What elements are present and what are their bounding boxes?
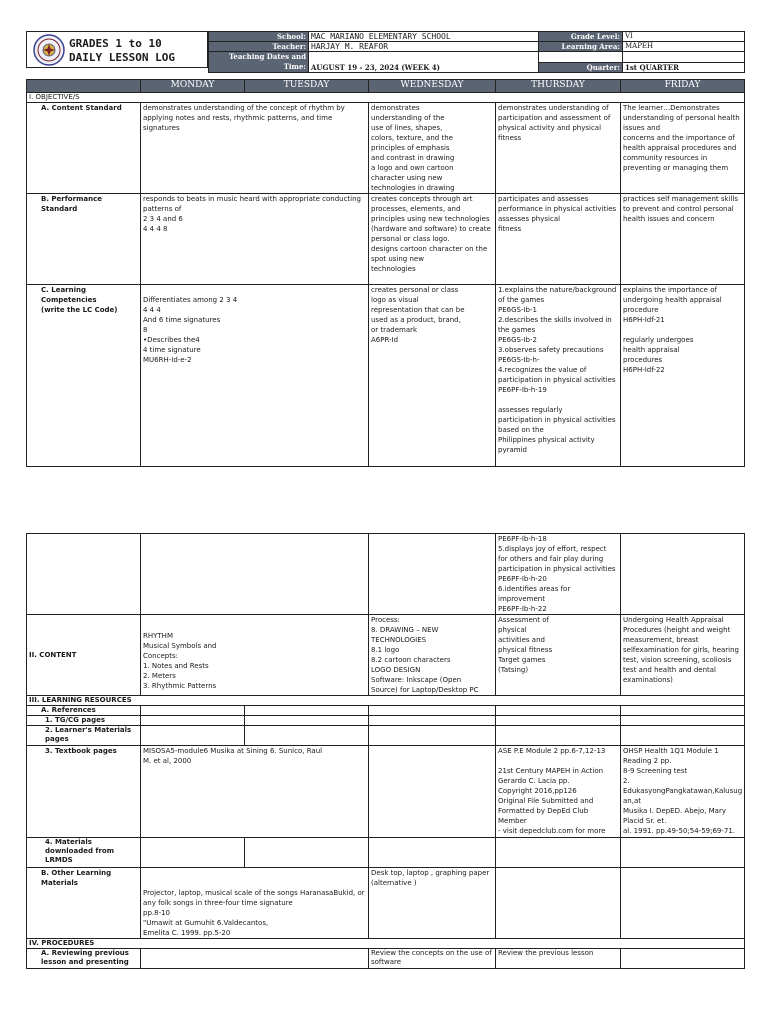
reviewing-thursday: Review the previous lesson <box>496 949 621 969</box>
quarter-label: Quarter: <box>539 62 623 73</box>
teacher-label: Teacher: <box>209 42 309 52</box>
grade-level-value: VI <box>623 32 745 42</box>
other-learning-materials-label: B. Other Learning Materials <box>27 868 141 939</box>
reviewing-previous-lesson-label: A. Reviewing previous lesson and presenting <box>27 949 141 969</box>
reviewing-friday <box>621 949 745 969</box>
other-learning-materials-monday: Projector, laptop, musical scale of the songs HaranasaBukid, or any folk songs in three-four time signature pp.8-10 "Umawit at Gumuhit 6.Valdecantos, Emelita C. 1999. pp.5-20 <box>141 868 369 939</box>
cont-wednesday <box>369 534 496 615</box>
references-tuesday <box>245 706 369 716</box>
cont-label <box>27 534 141 615</box>
content-standard-wednesday: demonstrates understanding of the use of lines, shapes, colors, texture, and the principles of emphasis and contrast in drawing a logo and own cartoon character using new technologies in drawing <box>369 103 496 194</box>
learning-area-value: MAPEH <box>623 42 745 52</box>
learners-materials-label: 2. Learner's Materials pages <box>27 726 141 746</box>
lm-monday <box>141 726 245 746</box>
textbook-pages-monday: MISOSA5-module6 Musika at Sining 6. Sunico, Raul M. et al, 2000 <box>141 746 369 838</box>
textbook-pages-wednesday <box>369 746 496 838</box>
lrmds-thursday <box>496 838 621 868</box>
school-label: School: <box>209 32 309 42</box>
textbook-pages-thursday: ASE P.E Module 2 pp.6-7,12-13 21st Century MAPEH in Action Gerardo C. Lacia pp. Copyright 2016,pp126 Original File Submitted and Formatted by DepEd Club Member - visit depedclub.com for more <box>496 746 621 838</box>
lrmds-materials-label: 4. Materials downloaded from LRMDS <box>27 838 141 868</box>
day-header-friday: FRIDAY <box>621 80 745 93</box>
content-monday: RHYTHM Musical Symbols and Concepts: 1. Notes and Rests 2. Meters 3. Rhythmic Patterns <box>141 615 369 696</box>
learning-competencies-wednesday: creates personal or class logo as visual representation that can be used as a product, brand, or trademark A6PR-Id <box>369 285 496 467</box>
lrmds-wednesday <box>369 838 496 868</box>
lrmds-monday <box>141 838 245 868</box>
references-thursday <box>496 706 621 716</box>
references-monday <box>141 706 245 716</box>
performance-standard-thursday: participates and assesses performance in physical activities assesses physical fitness <box>496 194 621 285</box>
content-thursday: Assessment of physical activities and physical fitness Target games (Tatsing) <box>496 615 621 696</box>
header-spacer <box>623 52 745 63</box>
school-value: MAC MARIANO ELEMENTARY SCHOOL <box>309 32 539 42</box>
reviewing-wednesday: Review the concepts on the use of software <box>369 949 496 969</box>
learning-competencies-label: C. Learning Competencies (write the LC Code) <box>27 285 141 467</box>
other-learning-materials-friday <box>621 868 745 939</box>
other-learning-materials-wednesday: Desk top, laptop , graphing paper (alternative ) <box>369 868 496 939</box>
day-header-blank <box>27 80 141 93</box>
title-block <box>26 31 208 68</box>
learning-competencies-monday: Differentiates among 2 3 4 4 4 4 And 6 time signatures 8 •Describes the4 4 time signature MU6RH-Id-e-2 <box>141 285 369 467</box>
textbook-pages-label: 3. Textbook pages <box>27 746 141 838</box>
content-label: II. CONTENT <box>27 615 141 696</box>
content-friday: Undergoing Health Appraisal Procedures (height and weight measurement, breast selfexamination for girls, hearing test, vision screening, scoliosis test and health and dental examinations) <box>621 615 745 696</box>
tg-thursday <box>496 716 621 726</box>
references-label: A. References <box>27 706 141 716</box>
day-header-wednesday: WEDNESDAY <box>369 80 496 93</box>
content-standard-monday: demonstrates understanding of the concept of rhythm by applying notes and rests, rhythmic patterns, and time signatures <box>141 103 369 194</box>
textbook-pages-friday: OHSP Health 1Q1 Module 1 Reading 2 pp. 8-9 Screening test 2. EdukasyongPangkatawan,Kalusug an,at Musika I. DepED. Abejo, Mary Placid Sr. et. al. 1991. pp.49-50;54-59;69-71. <box>621 746 745 838</box>
day-header-tuesday: TUESDAY <box>245 80 369 93</box>
doc-title-line2: DAILY LESSON LOG <box>69 51 175 64</box>
references-friday <box>621 706 745 716</box>
lesson-log-table-page2 <box>26 533 745 969</box>
teacher-value: HARJAY M. REAFOR <box>309 42 539 52</box>
performance-standard-friday: practices self management skills to prevent and control personal health issues and concern <box>621 194 745 285</box>
reviewing-monday <box>141 949 369 969</box>
lrmds-friday <box>621 838 745 868</box>
teaching-dates-value: AUGUST 19 - 23, 2024 (WEEK 4) <box>309 52 539 73</box>
deped-seal-icon <box>33 34 65 66</box>
teaching-dates-label-line2: Time: <box>283 62 306 71</box>
day-header-monday: MONDAY <box>141 80 245 93</box>
section-learning-resources: III. LEARNING RESOURCES <box>27 696 745 706</box>
lm-thursday <box>496 726 621 746</box>
content-standard-label: A. Content Standard <box>27 103 141 194</box>
performance-standard-label: B. Performance Standard <box>27 194 141 285</box>
section-procedures: IV. PROCEDURES <box>27 939 745 949</box>
other-learning-materials-thursday <box>496 868 621 939</box>
teaching-dates-label <box>209 52 309 73</box>
lm-tuesday <box>245 726 369 746</box>
section-objectives: I. OBJECTIVE/S <box>27 93 745 103</box>
lm-friday <box>621 726 745 746</box>
tg-wednesday <box>369 716 496 726</box>
cont-competencies-thursday: PE6PF-Ib-h-18 5.displays joy of effort, respect for others and fair play during participation in physical activities PE6PF-Ib-h-20 6.identifies areas for improvement PE6PF-Ib-h-22 <box>496 534 621 615</box>
learning-area-label: Learning Area: <box>539 42 623 52</box>
performance-standard-wednesday: creates concepts through art processes, elements, and principles using new technologies (hardware and software) to create personal or class logo. designs cartoon character on the spot using new technologies <box>369 194 496 285</box>
content-standard-friday: The learner…Demonstrates understanding of personal health issues and concerns and the importance of health appraisal procedures and community resources in preventing or managing them <box>621 103 745 194</box>
content-standard-thursday: demonstrates understanding of participation and assessment of physical activity and physical fitness <box>496 103 621 194</box>
tg-monday <box>141 716 245 726</box>
lm-wednesday <box>369 726 496 746</box>
header-spacer <box>539 52 623 63</box>
teaching-dates-label-line1: Teaching Dates and <box>228 52 306 61</box>
references-wednesday <box>369 706 496 716</box>
content-wednesday: Process: 8. DRAWING – NEW TECHNOLOGIES 8.1 logo 8.2 cartoon characters LOGO DESIGN Software: Inkscape (Open Source) for Laptop/Desktop PC <box>369 615 496 696</box>
day-header-thursday: THURSDAY <box>496 80 621 93</box>
learning-competencies-thursday: 1.explains the nature/background of the games PE6GS-Ib-1 2.describes the skills involved in the games PE6GS-Ib-2 3.observes safety precautions PE6GS-Ib-h- 4.recognizes the value of participation in physical activities PE6PF-Ib-h-19 assesses regularly participation in physical activities based on the Philippines physical activity pyramid <box>496 285 621 467</box>
doc-title-line1: GRADES 1 to 10 <box>69 37 162 50</box>
tg-cg-pages-label: 1. TG/CG pages <box>27 716 141 726</box>
performance-standard-monday: responds to beats in music heard with appropriate conducting patterns of 2 3 4 and 6 4 4 4 8 <box>141 194 369 285</box>
lesson-log-table-page1 <box>26 79 745 467</box>
learning-competencies-friday: explains the importance of undergoing health appraisal procedure H6PH-Idf-21 regularly undergoes health appraisal procedures H6PH-Idf-22 <box>621 285 745 467</box>
cont-friday <box>621 534 745 615</box>
tg-friday <box>621 716 745 726</box>
tg-tuesday <box>245 716 369 726</box>
grade-level-label: Grade Level: <box>539 32 623 42</box>
lrmds-tuesday <box>245 838 369 868</box>
quarter-value: 1st QUARTER <box>623 62 745 73</box>
header-info-table <box>208 31 745 73</box>
cont-monday <box>141 534 369 615</box>
